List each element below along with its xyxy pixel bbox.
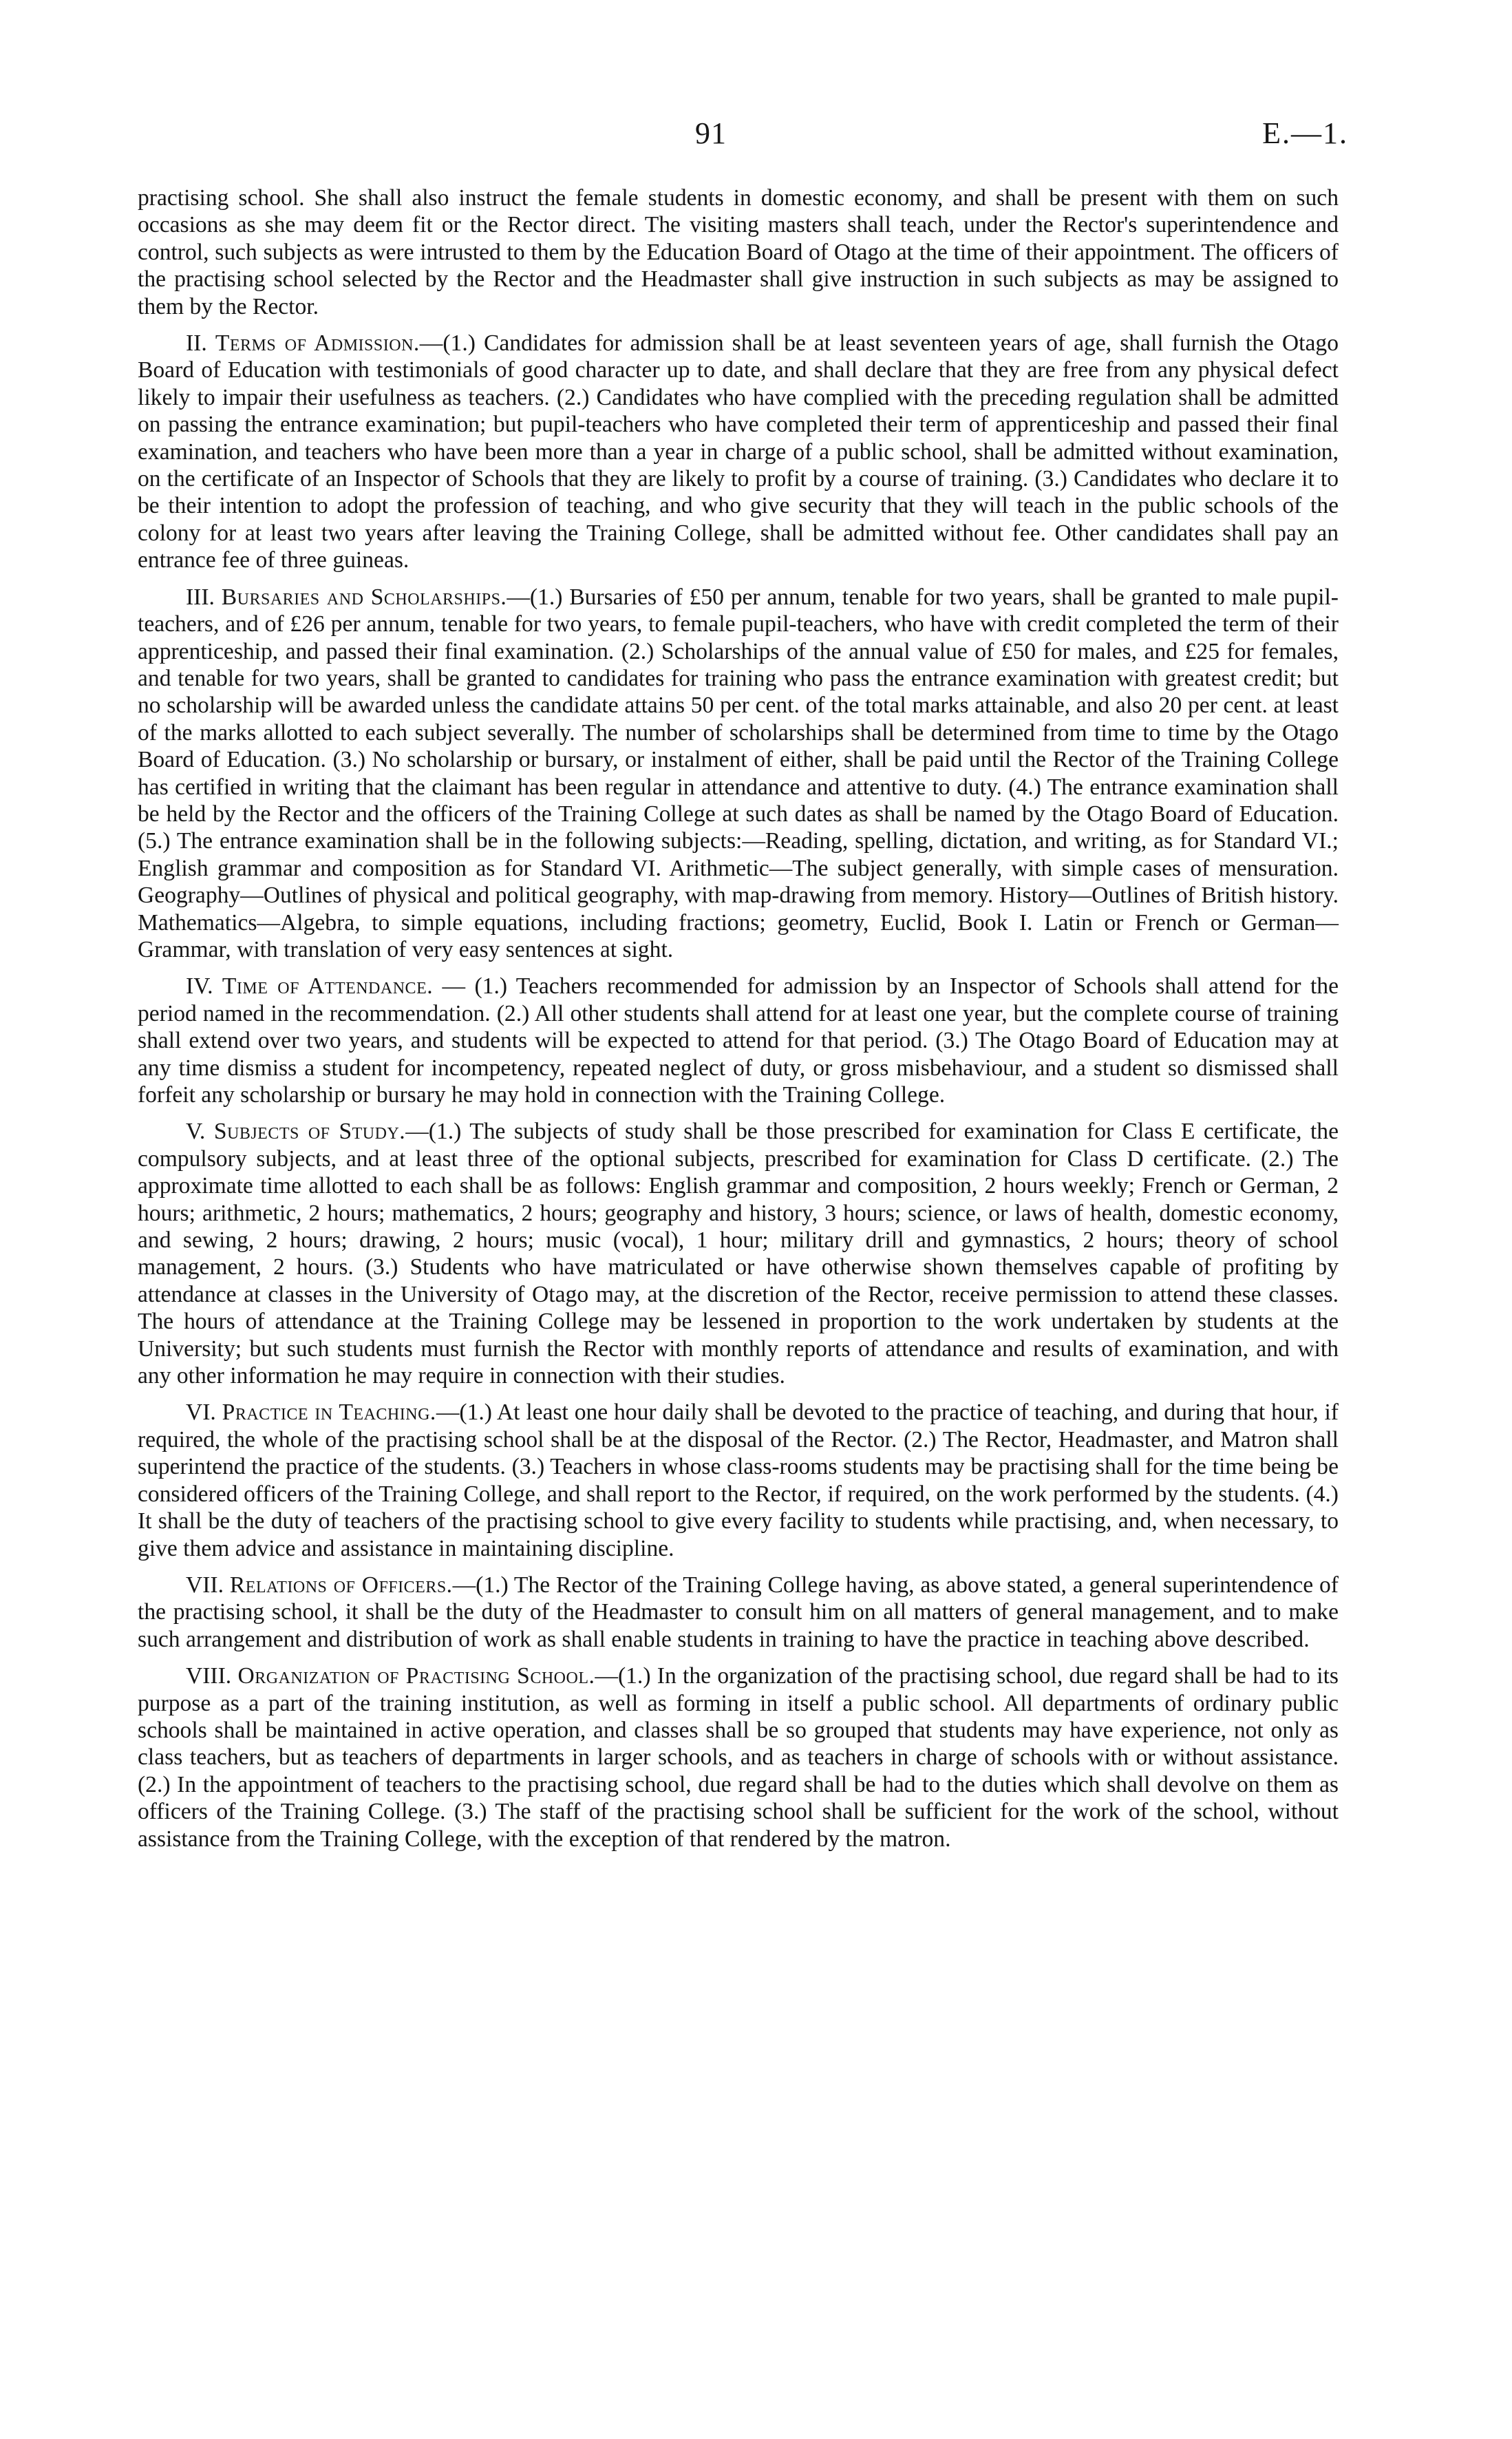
section-number: VI. xyxy=(186,1400,216,1426)
section-number: V. xyxy=(186,1119,206,1145)
section-number: VII. xyxy=(186,1572,224,1598)
section-heading: Practice in Teaching. xyxy=(222,1400,436,1426)
section-text: —(1.) Bursaries of £50 per annum, tenable for two years, shall be granted to male pupil-teachers, and of £26 per annum, tenable for two years, to female pupil-teachers, who have with credit completed the term of their apprenticeship, and passed their final examination. (2.) Scholarships of the annual value of £50 for males, and £25 for females, and tenable for two years, shall be granted to candidates for training who pass the entrance examination with greatest credit; but no scholarship will be awarded unless the candidate attains 50 per cent. of the total marks attainable, and also 20 per cent. at least of the marks allotted to each subject severally. The number of scholarships shall be determined from time to time by the Otago Board of Education. (3.) No scholarship or bursary, or instalment of either, shall be paid until the Rector of the Training College has certified in writing that the claimant has been regular in attendance and attentive to duty. (4.) The entrance examination shall be held by the Rector and the officers of the Training College at such dates as shall be named by the Otago Board of Education. (5.) The entrance examination shall be in the following subjects:—Reading, spelling, dictation, and writing, as for Standard VI.; English grammar and composition as for Standard VI. Arithmetic—The subject generally, with simple cases of mensuration. Geography—Outlines of physical and political geography, with map-drawing from memory. History—Outlines of British history. Mathematics—Algebra, to simple equations, including fractions; geometry, Euclid, Book I. Latin or French or German—Grammar, with translation of very easy sentences at sight. xyxy=(138,584,1339,962)
document-body xyxy=(138,184,1339,1852)
section-heading: Relations of Officers. xyxy=(229,1572,453,1598)
section-relations-of-officers xyxy=(138,1572,1339,1653)
section-heading: Subjects of Study. xyxy=(213,1119,406,1145)
section-number: III. xyxy=(186,584,215,610)
section-heading: Time of Attendance. xyxy=(222,973,434,1000)
section-heading: Bursaries and Scholarships. xyxy=(221,584,507,610)
section-text: —(1.) The Rector of the Training College having, as above stated, a general superintendence of the practising school, it shall be the duty of the Headmaster to consult him on all matters of general management, and to make such arrangement and distribution of work as shall enable students in training to have the practice in teaching above described. xyxy=(138,1572,1339,1652)
section-terms-of-admission xyxy=(138,330,1339,574)
section-number: IV. xyxy=(186,973,213,1000)
section-heading: Terms of Admission. xyxy=(215,330,420,357)
section-text: — (1.) Teachers recommended for admission by an Inspector of Schools shall attend for the period named in the recommendation. (2.) All other students shall attend for at least one year, but the complete course of training shall extend over two years, and students will be expected to attend for that period. (3.) The Otago Board of Education may at any time dismiss a student for incompetency, repeated neglect of duty, or gross misbehaviour, and a student so dismissed shall forfeit any scholarship or bursary he may hold in connection with the Training College. xyxy=(138,973,1339,1108)
section-text: —(1.) In the organization of the practising school, due regard shall be had to its purpose as a part of the training institution, as well as forming in itself a public school. All departments of ordinary public schools shall be maintained in active operation, and classes shall be so grouped that students may have experience, not only as class teachers, but as teachers of departments in larger schools, and as teachers in charge of schools with or without assistance. (2.) In the appointment of teachers to the practising school, due regard shall be had to the duties which shall devolve on them as officers of the Training College. (3.) The staff of the practising school shall be sufficient for the work of the school, without assistance from the Training College, with the exception of that rendered by the matron. xyxy=(138,1663,1339,1852)
section-practice-in-teaching xyxy=(138,1399,1339,1561)
section-bursaries-and-scholarships xyxy=(138,584,1339,964)
section-text: —(1.) At least one hour daily shall be devoted to the practice of teaching, and during that hour, if required, the whole of the practising school shall be at the disposal of the Rector. (2.) The Rector, Headmaster, and Matron shall superintend the practice of the students. (3.) Teachers in whose class-rooms students may be practising shall for the time being be considered officers of the Training College, and shall report to the Rector, if required, on the work performed by the students. (4.) It shall be the duty of teachers of the practising school to give every facility to students while practising, and, when necessary, to give them advice and assistance in maintaining discipline. xyxy=(138,1400,1339,1561)
section-subjects-of-study xyxy=(138,1118,1339,1389)
page-header xyxy=(0,116,1512,157)
section-number: VIII. xyxy=(186,1663,232,1689)
section-heading: Organization of Practising School. xyxy=(237,1663,595,1689)
page-number: 91 xyxy=(695,116,727,150)
section-text: —(1.) The subjects of study shall be those prescribed for examination for Class E certificate, the compulsory subjects, and at least three of the optional subjects, prescribed for examination for Class D certificate. (2.) The approximate time allotted to each shall be as follows: English grammar and composition, 2 hours weekly; French or German, 2 hours; arithmetic, 2 hours; mathematics, 2 hours; geography and history, 3 hours; science, or laws of health, domestic economy, and sewing, 2 hours; drawing, 2 hours; music (vocal), 1 hour; military drill and gymnastics, 2 hours; theory of school management, 2 hours. (3.) Students who have matriculated or have otherwise shown themselves capable of profiting by attendance at classes in the University of Otago may, at the discretion of the Rector, receive permission to attend these classes. The hours of attendance at the Training College may be lessened in proportion to the work undertaken by students at the University; but such students must furnish the Rector with monthly reports of attendance and results of examination, and with any other information he may require in connection with their studies. xyxy=(138,1119,1339,1389)
section-time-of-attendance xyxy=(138,973,1339,1108)
intro-paragraph: practising school. She shall also instruct the female students in domestic economy, and shall be present with them on such occasions as she may deem fit or the Rector direct. The visiting masters shall teach, under the Rector's superintendence and control, such subjects as were intrusted to them by the Education Board of Otago at the time of their appointment. The officers of the practising school selected by the Rector and the Headmaster shall give instruction in such subjects as may be assigned to them by the Rector. xyxy=(138,185,1339,319)
page-code: E.—1. xyxy=(1262,116,1348,150)
section-organization-of-practising-school xyxy=(138,1662,1339,1852)
section-text: —(1.) Candidates for admission shall be at least seventeen years of age, shall furnish the Otago Board of Education with testimonials of good character up to date, and shall declare that they are free from any physical defect likely to impair their usefulness as teachers. (2.) Candidates who have complied with the preceding regulation shall be admitted on passing the entrance examination; but pupil-teachers who have completed their term of apprenticeship and passed their final examination, and teachers who have been more than a year in charge of a public school, shall be admitted without examination, on the certificate of an Inspector of Schools that they are likely to profit by a course of training. (3.) Candidates who declare it to be their intention to adopt the profession of teaching, and who give security that they will teach in the public schools of the colony for at least two years after leaving the Training College, shall be admitted without fee. Other candidates shall pay an entrance fee of three guineas. xyxy=(138,330,1339,573)
section-number: II. xyxy=(186,330,207,357)
